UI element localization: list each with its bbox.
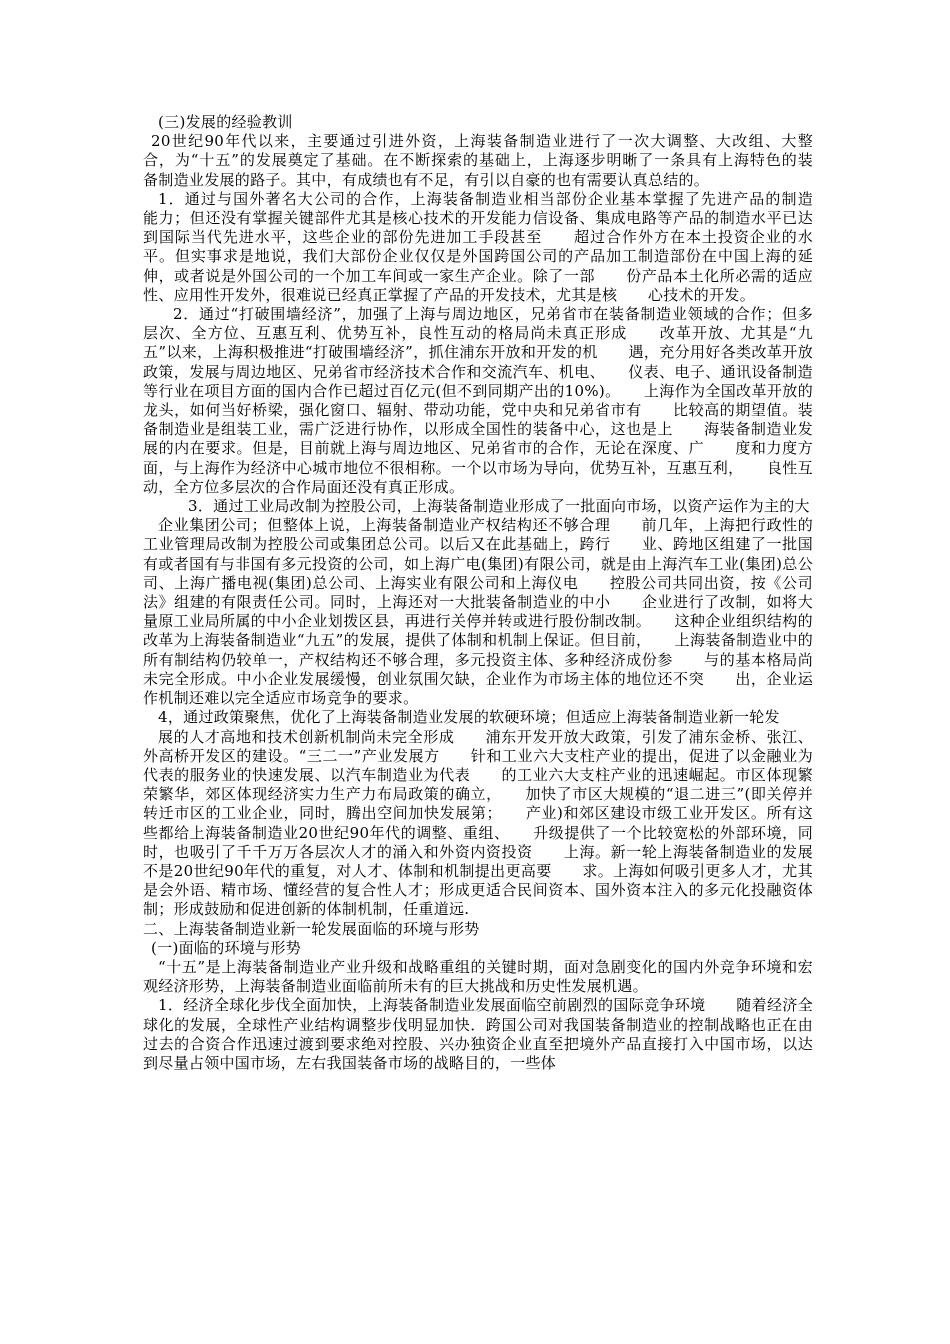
paragraph-tenth-five-year: “十五”是上海装备制造业产业升级和战略重组的关键时期，面对急剧变化的国内外竞争环境和宏观经济形势，上海装备制造业面临前所未有的巨大挑战和历史性发展机遇。 [143,957,813,996]
section-heading-environment: 二、上海装备制造业新一轮发展面临的环境与形势 [143,919,480,938]
section-heading-lessons: (三)发展的经验教训 [158,113,293,131]
subsection-heading-environment: (一)面临的环境与形势 [151,938,302,957]
paragraph-point-1: 1．通过与国外著名大公司的合作，上海装备制造业相当部份企业基本掌握了先进产品的制造 能力；但还没有掌握关键部件尤其是核心技术的开发能力信设备、集成电路等产品的制造水平已达到国际当代先进水平，这些企业的部份先进加工手段甚至 超过合作外方在本土投资企业的水平。但实事求是地说，我们大部份企业仅仅是外国跨国公司的产品加工制造部份在中国上海的延伸，或者说是外国公司的一个加工车间或一家生产企业。除了一部 份产品本土化所必需的适应性、应用性开发外，很难说已经真正掌握了产品的开发技术，尤其是核 心技术的开发。 [143,189,844,304]
paragraph-point-3-body: 企业集团公司；但整体上说，上海装备制造业产权结构还不够合理 前几年，上海把行政性的工业管理局改制为控股公司或集团总公司。以后又在此基础上，跨行 业、跨地区组建了一批国有或者国有与非国有多元投资的公司，如上海广电(集团)有限公司，就是由上海汽车工业(集团)总公司、上海广播电视(集团)总公司、上海实业有限公司和上海仪电 控股公司共同出资，按《公司法》组建的有限责任公司。同时，上海还对一大批装备制造业的中小 企业进行了改制，如将大量原工业局所属的中小企业划拨区县，再进行关停并转或进行股份制改制。 这种企业组织结构的改革为上海装备制造业“九五”的发展，提供了体制和机制上保证。但目前， 上海装备制造业中的所有制结构仍较单一，产权结构还不够合理，多元投资主体、多种经济成份参 与的基本格局尚未完全形成。中小企业发展缓慢，创业氛围欠缺，企业作为市场主体的地位还不突 出，企业运作机制还难以完全适应市场竞争的要求。 [143,516,813,708]
paragraph-point-3-lead: 3．通过工业局改制为控股公司，上海装备制造业形成了一批面向市场，以资产运作为主的大 [188,497,810,516]
document-page [143,113,844,1073]
paragraph-point-4-body: 展的人才高地和技术创新机制尚未完全形成 浦东开发开放大政策，引发了浦东金桥、张江、外高桥开发区的建设。“三二一”产业发展方 针和工业六大支柱产业的提出，促进了以金融业为代表的服务业的快速发展、以汽车制造业为代表 的工业六大支柱产业的迅速崛起。市区体现繁荣繁华，郊区体现经济实力生产力布局政策的确立， 加快了市区大规模的“退二进三”(即关停并转迁市区的工业企业，同时，腾出空间加快发展第； 产业)和郊区建设市级工业开发区。所有这些都给上海装备制造业20世纪90年代的调整、重组、 升级提供了一个比较宽松的外部环境，同时，也吸引了千千万万各层次人才的涌入和外资内资投资 上海。新一轮上海装备制造业的发展不是20世纪90年代的重复，对人才、体制和机制提出更高要 求。上海如何吸引更多人才，尤其是会外语、精市场、懂经营的复合性人才；形成更适合民间资本、国外资本注入的多元化投融资体制；形成鼓励和促进创新的体制机制，任重道远. [143,727,813,919]
paragraph-intro: 20世纪90年代以来，主要通过引进外资，上海装备制造业进行了一次大调整、大改组、大整 合，为“十五”的发展奠定了基础。在不断探索的基础上，上海逐步明晰了一条具有上海特色的装 备制造业发展的路子。其中，有成绩也有不足，有引以自豪的也有需要认真总结的。 [143,132,844,189]
paragraph-globalization: 1．经济全球化步伐全面加快，上海装备制造业发展面临空前剧烈的国际竞争环境 随着经济全球化的发展，全球性产业结构调整步伐明显加快．跨国公司对我国装备制造业的控制战略也正在由过去的合资合作迅速过渡到要求绝对控股、兴办独资企业直至把境外产品直接打入中国市场，以达到尽量占领中国市场，左右我国装备市场的战略目的，一些体 [143,996,813,1072]
paragraph-point-2: 2．通过“打破围墙经济”，加强了上海与周边地区，兄弟省市在装备制造业领域的合作；但多 层次、全方位、互惠互利、优势互补，良性互动的格局尚未真正形成 改革开放、尤其是“九五”以来，上海积极推进“打破围墙经济”，抓住浦东开放和开发的机 遇，充分用好各类改革开放政策，发展与周边地区、兄弟省市经济技术合作和交流汽车、机电、 仪表、电子、通讯设备制造等行业在项目方面的国内合作已超过百亿元(但不到同期产出的10%)。 上海作为全国改革开放的龙头，如何当好桥梁，强化窗口、辐射、带动功能，党中央和兄弟省市有 比较高的期望值。装备制造业是组装工业，需广泛进行协作，以形成全国性的装备中心，这也是上 海装备制造业发展的内在要求。但是，目前就上海与周边地区、兄弟省市的合作，无论在深度、广 度和力度方面，与上海作为经济中心城市地位不很相称。一个以市场为导向，优势互补，互惠互利， 良性互动，全方位多层次的合作局面还没有真正形成。 [143,305,844,496]
paragraph-point-4-lead: 4，通过政策聚焦，优化了上海装备制造业发展的软硬环境；但适应上海装备制造业新一轮发 [158,708,780,727]
